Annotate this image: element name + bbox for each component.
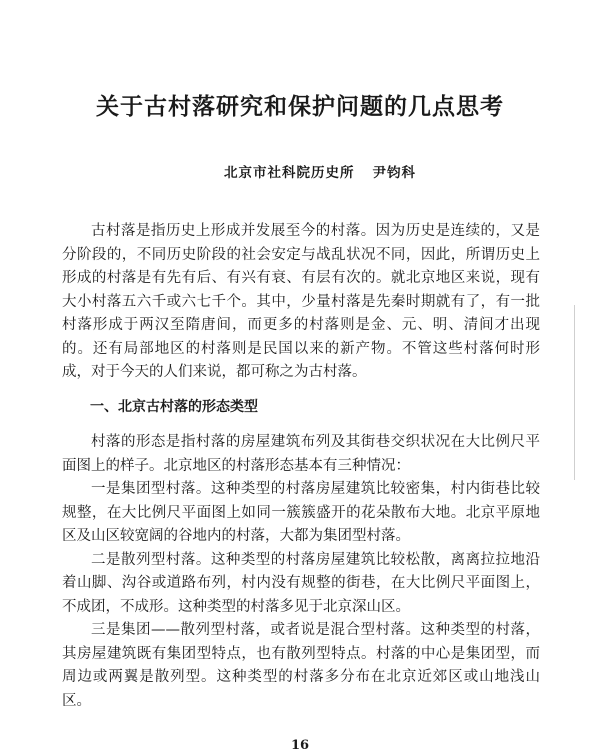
scan-edge-line [574,305,575,480]
author-affiliation: 北京市社科院历史所 [224,165,355,181]
section-heading: 一、北京古村落的形态类型 [90,398,258,415]
page-number: 16 [290,738,310,753]
paragraph-type-mixed: 三是集团——散列型村落，或者说是混合型村落。这种类型的村落，其房屋建筑既有集团型特点，也有散列型特点。村落的中心是集团型，而周边或两翼是散列型。这种类型的村落多分布在北京近郊区或山地浅山区。 [62,622,540,709]
author-line [0,161,600,181]
author-name: 尹钧科 [372,165,416,181]
paragraph-definition: 村落的形态是指村落的房屋建筑布列及其街巷交织状况在大比例尺平面图上的样子。北京地区的村落形态基本有三种情况： [62,434,540,474]
paragraph-type-scattered: 二是散列型村落。这种类型的村落房屋建筑比较松散，离离拉拉地沿着山脚、沟谷或道路布列，村内没有规整的街巷，在大比例尺平面图上，不成团，不成形。这种类型的村落多见于北京深山区。 [62,551,540,615]
paragraph-intro: 古村落是指历史上形成并发展至今的村落。因为历史是连续的，又是分阶段的，不同历史阶段的社会安定与战乱状况不同，因此，所谓历史上形成的村落是有先有后、有兴有衰、有层有次的。就北京地区来说，现有大小村落五六千或六七千个。其中，少量村落是先秦时期就有了，有一批村落形成于两汉至隋唐间，而更多的村落则是金、元、明、清间才出现的。还有局部地区的村落则是民国以来的新产物。不管这些村落何时形成，对于今天的人们来说，都可称之为古村落。 [62,223,540,380]
paragraph-type-cluster: 一是集团型村落。这种类型的村落房屋建筑比较密集，村内街巷比较规整，在大比例尺平面图上如同一簇簇盛开的花朵散布大地。北京平原地区及山区较宽阔的谷地内的村落，大都为集团型村落。 [62,481,540,544]
article-body [62,220,540,713]
article-title: 关于古村落研究和保护问题的几点思考 [96,93,504,120]
